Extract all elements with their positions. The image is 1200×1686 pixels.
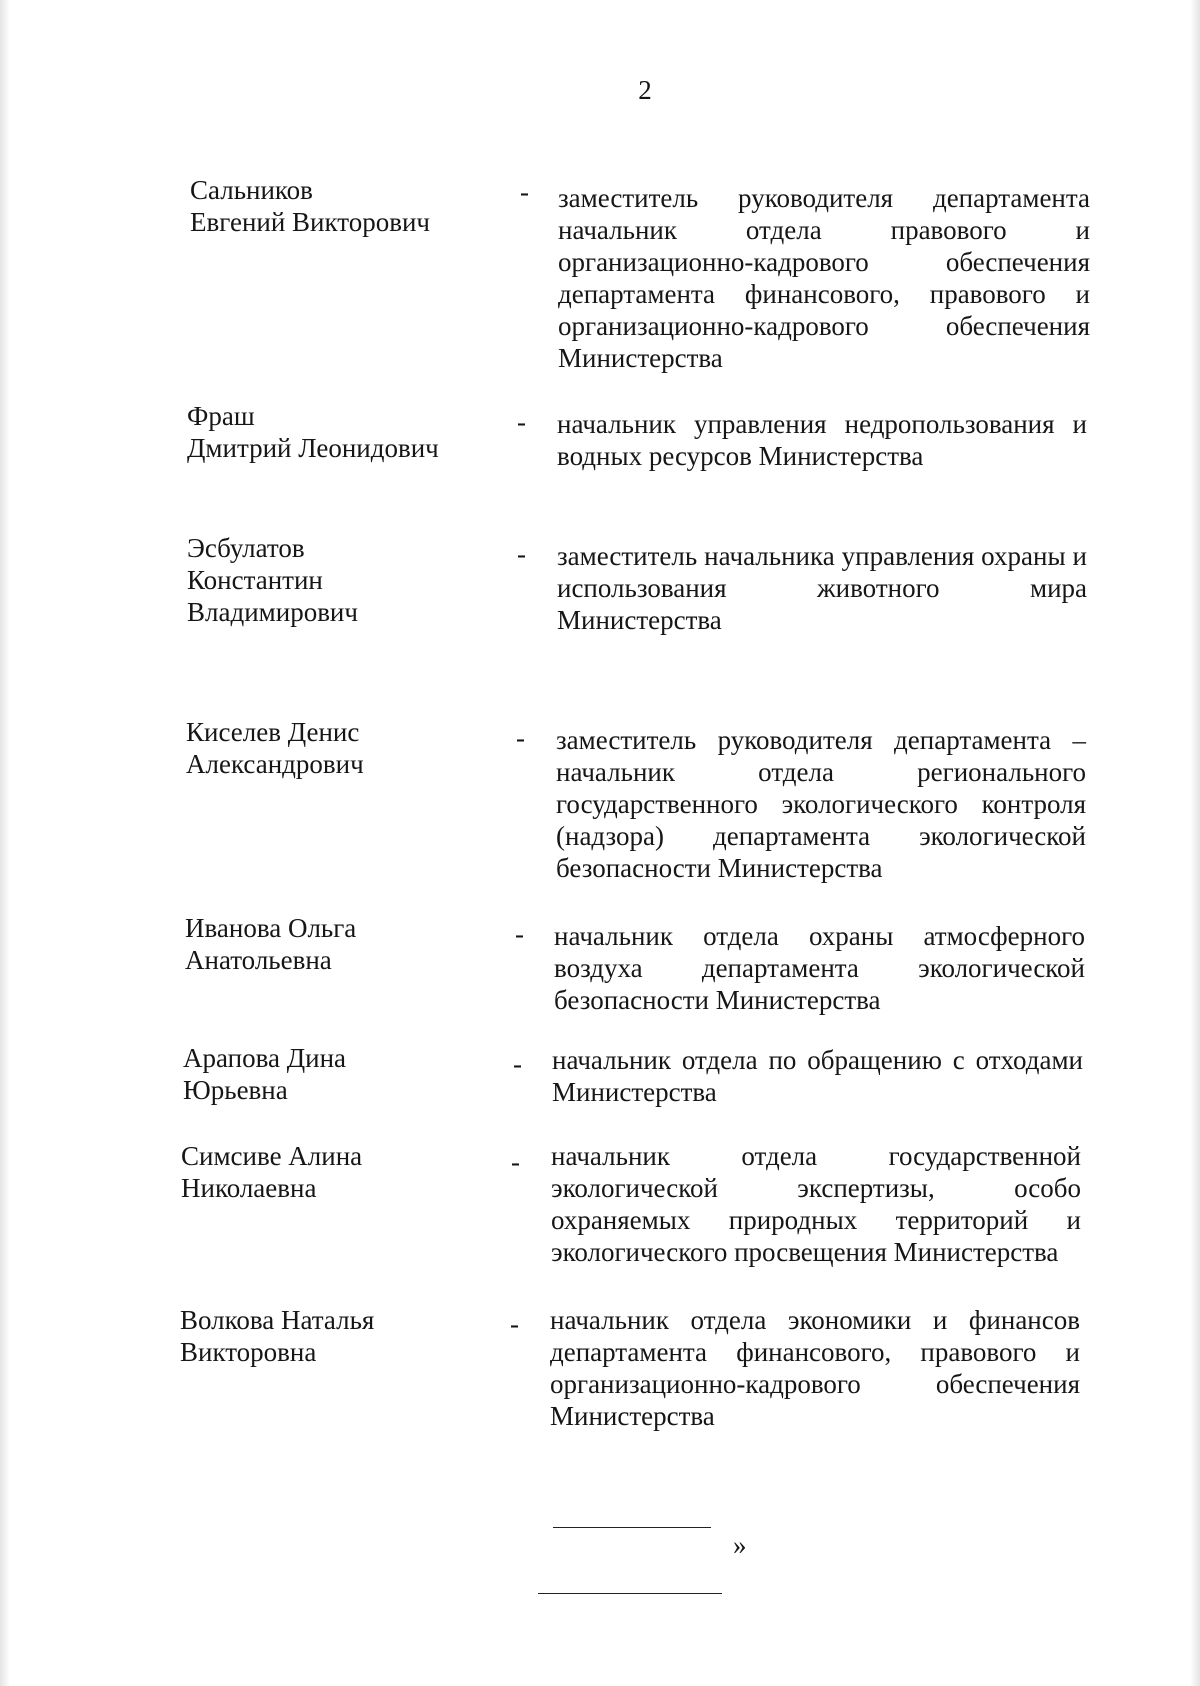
separator-dash: - bbox=[516, 723, 525, 753]
separator-dash: - bbox=[513, 1049, 522, 1079]
separator-dash: - bbox=[517, 407, 526, 437]
person-position: начальник отдела государственной экологической экспертизы, особо охраняемых природных территорий и экологического просвещения Министерства bbox=[551, 1141, 1081, 1267]
person-position: начальник отдела экономики и финансов департамента финансового, правового и организационно-кадрового обеспечения Министерства bbox=[550, 1305, 1080, 1431]
person-name: Сальников Евгений Викторович bbox=[190, 175, 430, 237]
closing-quote: » bbox=[733, 1530, 747, 1560]
person-name: Арапова Дина Юрьевна bbox=[183, 1043, 347, 1105]
person-name: Иванова Ольга Анатольевна bbox=[185, 913, 357, 975]
person-position: заместитель начальника управления охраны и использования животного мира Министерства bbox=[557, 541, 1087, 635]
page-number: 2 bbox=[638, 75, 652, 105]
separator-dash: - bbox=[515, 919, 524, 949]
person-position: заместитель руководителя департамента – начальник отдела регионального государственного экологического контроля (надзора) департамента экологической безопасности Министерства bbox=[556, 725, 1086, 883]
person-name: Симсиве Алина Николаевна bbox=[181, 1141, 363, 1203]
person-name: Фраш Дмитрий Леонидович bbox=[187, 401, 439, 463]
scan-edge-left bbox=[0, 0, 10, 1686]
signature-line-top bbox=[553, 1527, 711, 1528]
person-position: начальник отдела по обращению с отходами Министерства bbox=[552, 1045, 1083, 1107]
person-name: Волкова Наталья Викторовна bbox=[180, 1305, 375, 1367]
signature-line-bottom bbox=[538, 1593, 722, 1594]
separator-dash: - bbox=[517, 539, 526, 569]
person-name: Эсбулатов Константин Владимирович bbox=[187, 533, 358, 627]
person-position: начальник отдела охраны атмосферного воздуха департамента экологической безопасности Министерства bbox=[554, 921, 1085, 1015]
person-name: Киселев Денис Александрович bbox=[186, 717, 364, 779]
separator-dash: - bbox=[511, 1147, 520, 1177]
scan-edge-right bbox=[1190, 0, 1200, 1686]
person-position: начальник управления недропользования и водных ресурсов Министерства bbox=[557, 409, 1087, 471]
separator-dash: - bbox=[510, 1309, 519, 1339]
separator-dash: - bbox=[520, 177, 529, 207]
person-position: заместитель руководителя департамента начальник отдела правового и организационно-кадрового обеспечения департамента финансового, правового и организационно-кадрового обеспечения Министерства bbox=[558, 183, 1090, 373]
